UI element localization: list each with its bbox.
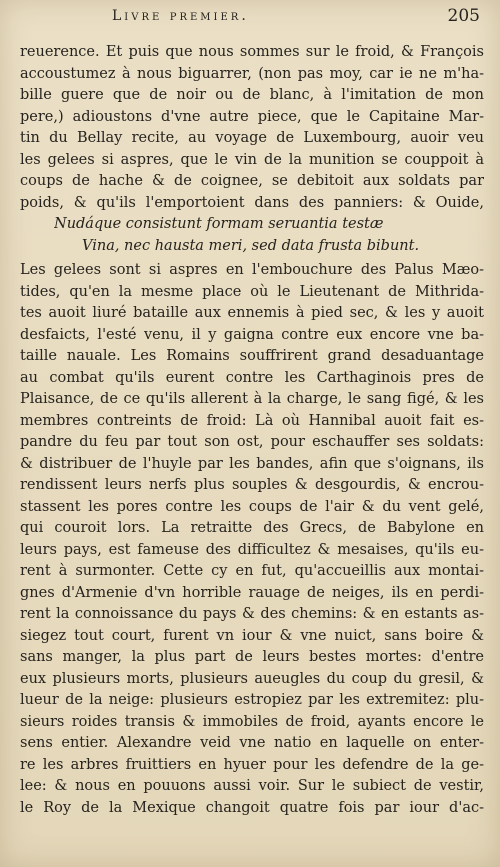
- verse-line: Vina, nec hausta meri, sed data frusta bibunt.: [82, 237, 420, 254]
- text-line: sieurs roides transis & immobiles de froid, ayants encore le: [20, 713, 484, 730]
- text-line: les gelees si aspres, que le vin de la munition se couppoit à: [20, 151, 484, 168]
- text-line: rent la connoissance du pays & des chemins: & en estants as-: [20, 606, 484, 622]
- text-line: & distribuer de l'huyle par les bandes, afin que s'oignans, ils: [20, 455, 484, 472]
- page-number: 205: [447, 6, 480, 26]
- latin-verse-quotation: [54, 214, 474, 257]
- text-line: lueur de la neige: plusieurs estropiez par les extremitez: plu-: [20, 692, 484, 708]
- text-line: rent à surmonter. Cette cy en fut, qu'accueillis aux montai-: [20, 563, 484, 579]
- text-line: pere,) adioustons d'vne autre piece, que le Capitaine Mar-: [20, 108, 484, 125]
- page-header: [0, 8, 500, 30]
- text-line: tides, qu'en la mesme place où le Lieutenant de Mithrida-: [20, 283, 484, 300]
- verse-line: Nudáque consistunt formam seruantia testæ: [54, 216, 384, 232]
- running-head: Livre premier.: [112, 8, 249, 24]
- text-line: tes auoit liuré bataille aux ennemis à pied sec, & les y auoit: [20, 305, 484, 321]
- text-line: qui couroit lors. La retraitte des Grecs, de Babylone en: [20, 520, 484, 536]
- text-line: coups de hache & de coignee, se debitoit aux soldats par: [20, 173, 484, 189]
- text-line: stassent les pores contre les coups de l'air & du vent gelé,: [20, 498, 484, 515]
- text-line: leurs pays, est fameuse des difficultez & mesaises, qu'ils eu-: [20, 541, 484, 558]
- text-line: accoustumez à nous biguarrer, (non pas moy, car ie ne m'ha-: [20, 65, 484, 82]
- text-line: taille nauale. Les Romains souffrirent grand desaduantage: [20, 348, 484, 364]
- text-line: siegez tout court, furent vn iour & vne nuict, sans boire &: [20, 627, 484, 644]
- text-line: lee: & nous en pouuons aussi voir. Sur le subiect de vestir,: [20, 778, 484, 794]
- text-line: rendissent leurs nerfs plus souples & desgourdis, & encrou-: [20, 477, 484, 493]
- text-line: gnes d'Armenie d'vn horrible rauage de neiges, ils en perdi-: [20, 584, 484, 601]
- text-line: desfaicts, l'esté venu, il y gaigna contre eux encore vne ba-: [20, 326, 484, 343]
- text-line: sens entier. Alexandre veid vne natio en laquelle on enter-: [20, 735, 484, 751]
- text-line: re les arbres fruittiers en hyuer pour les defendre de la ge-: [20, 756, 484, 773]
- text-line: bille guere que de noir ou de blanc, à l'imitation de mon: [20, 87, 484, 103]
- paragraph-1: [20, 42, 484, 214]
- text-line: au combat qu'ils eurent contre les Carthaginois pres de: [20, 369, 484, 386]
- text-line: eux plusieurs morts, plusieurs aueugles du coup du gresil, &: [20, 670, 484, 687]
- text-line: tin du Bellay recite, au voyage de Luxembourg, auoir veu: [20, 130, 484, 146]
- text-line: sans manger, la plus part de leurs bestes mortes: d'entre: [20, 649, 484, 665]
- text-line: Les gelees sont si aspres en l'embouchure des Palus Mæo-: [20, 262, 484, 278]
- text-line: reuerence. Et puis que nous sommes sur le froid, & François: [20, 44, 484, 60]
- text-line: pandre du feu par tout son ost, pour eschauffer ses soldats:: [20, 434, 484, 450]
- text-line: membres contreints de froid: Là où Hannibal auoit fait es-: [20, 412, 484, 429]
- text-line: poids, & qu'ils l'emportoient dans des panniers: & Ouide,: [20, 194, 484, 211]
- text-line: Plaisance, de ce qu'ils allerent à la charge, le sang figé, & les: [20, 391, 484, 407]
- text-line: le Roy de la Mexique changoit quatre fois par iour d'ac-: [20, 799, 484, 816]
- paragraph-2: [20, 260, 484, 819]
